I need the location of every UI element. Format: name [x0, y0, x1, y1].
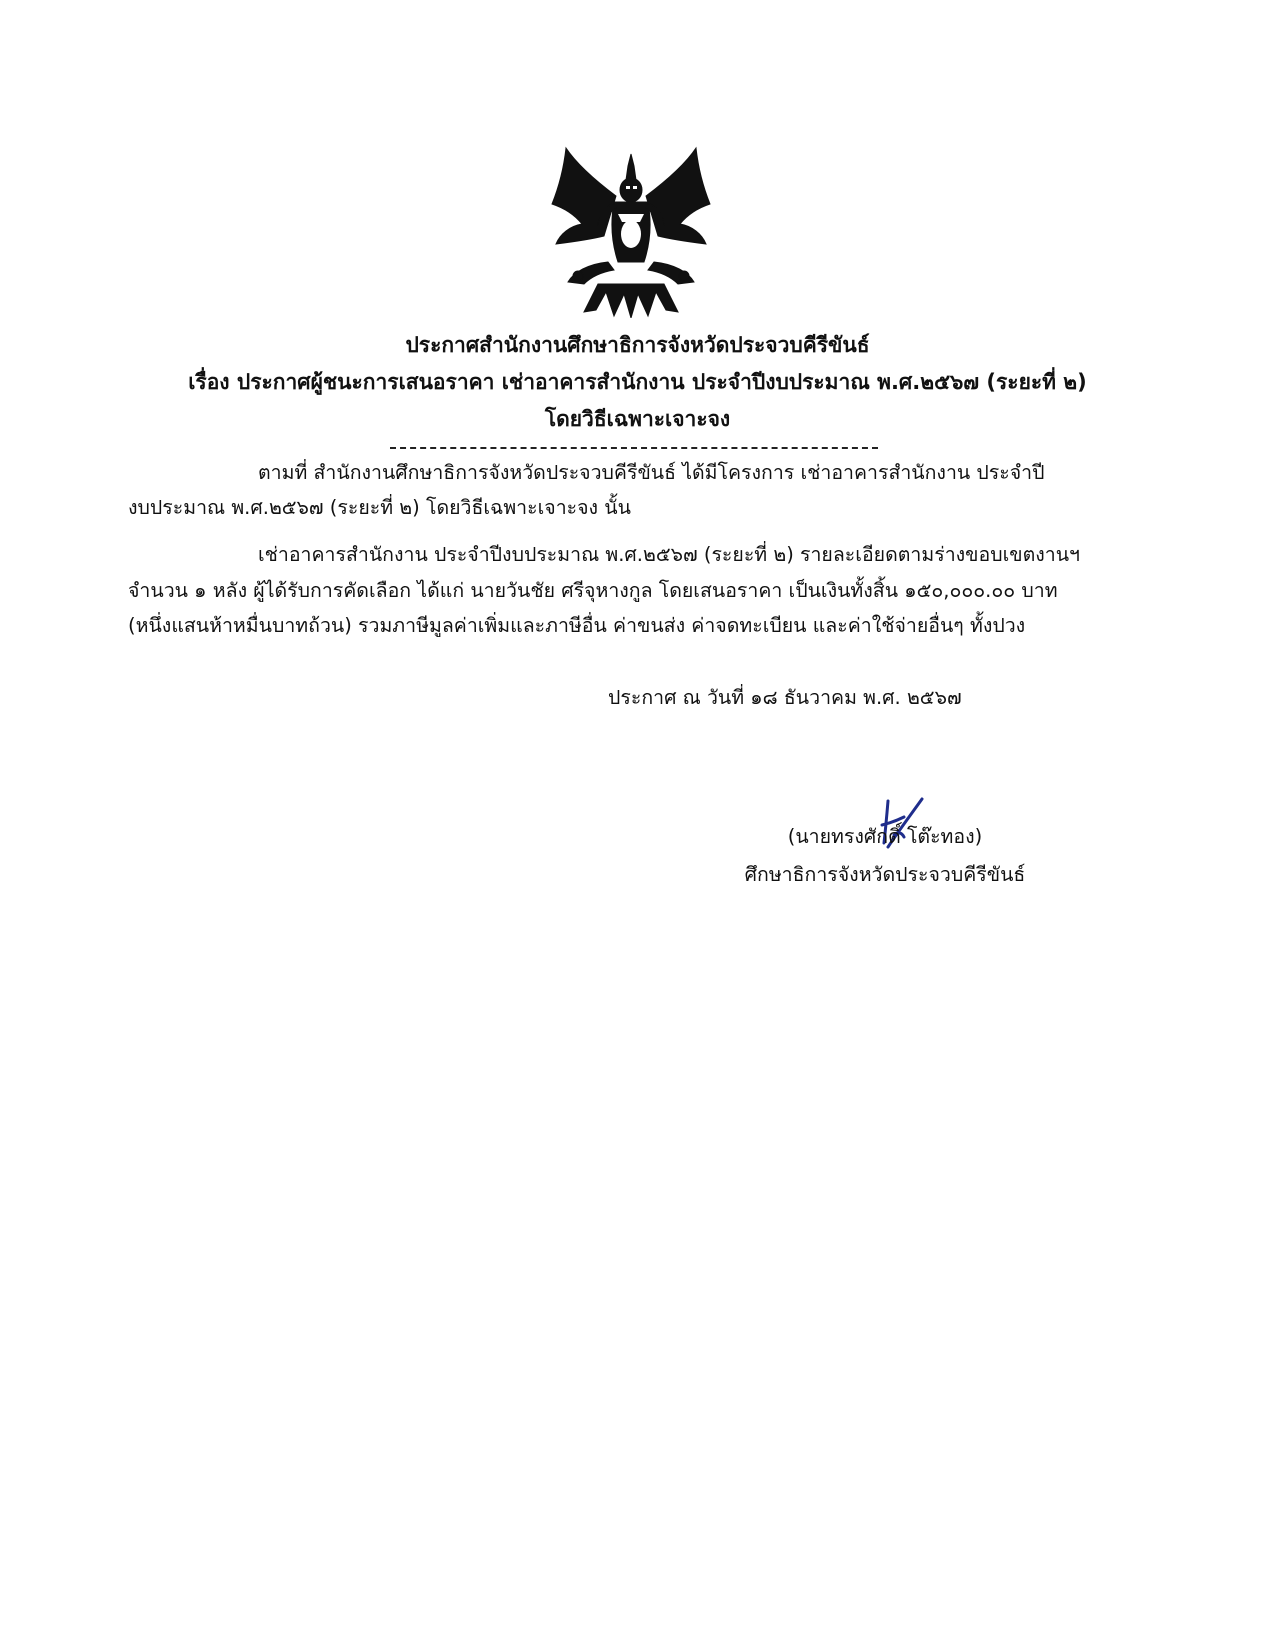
para2-line3: (หนึ่งแสนห้าหมื่นบาทถ้วน) รวมภาษีมูลค่าเพิ่มและภาษีอื่น ค่าขนส่ง ค่าจดทะเบียน และค่าใช้จ่ายอื่นๆ ทั้งปวง [128, 614, 1026, 637]
announcement-title: ประกาศสำนักงานศึกษาธิการจังหวัดประจวบคีรีขันธ์ [405, 333, 870, 357]
garuda-emblem-icon [548, 144, 714, 318]
signer-position: ศึกษาธิการจังหวัดประจวบคีรีขันธ์ [744, 863, 1026, 886]
para2-line2: จำนวน ๑ หลัง ผู้ได้รับการคัดเลือก ได้แก่ นายวันชัย ศรีจุหางกูล โดยเสนอราคา เป็นเงินทั้งสิ้น ๑๕๐,๐๐๐.๐๐ บาท [128, 579, 1058, 602]
para1-line2: งบประมาณ พ.ศ.๒๕๖๗ (ระยะที่ ๒) โดยวิธีเฉพาะเจาะจง นั้น [128, 496, 631, 519]
announcement-subject: เรื่อง ประกาศผู้ชนะการเสนอราคา เช่าอาคารสำนักงาน ประจำปีงบประมาณ พ.ศ.๒๕๖๗ (ระยะที่ ๒) [188, 370, 1087, 394]
announce-date: ประกาศ ณ วันที่ ๑๘ ธันวาคม พ.ศ. ๒๕๖๗ [608, 686, 962, 709]
announcement-method: โดยวิธีเฉพาะเจาะจง [544, 407, 731, 431]
para2-line1: เช่าอาคารสำนักงาน ประจำปีงบประมาณ พ.ศ.๒๕๖๗ (ระยะที่ ๒) รายละเอียดตามร่างขอบเขตงานฯ [258, 543, 1080, 566]
para1-line1: ตามที่ สำนักงานศึกษาธิการจังหวัดประจวบคีรีขันธ์ ได้มีโครงการ เช่าอาคารสำนักงาน ประจำปี [258, 461, 1045, 484]
dashed-divider [390, 447, 878, 449]
signer-name: (นายทรงศักดิ์ โต๊ะทอง) [787, 825, 983, 848]
